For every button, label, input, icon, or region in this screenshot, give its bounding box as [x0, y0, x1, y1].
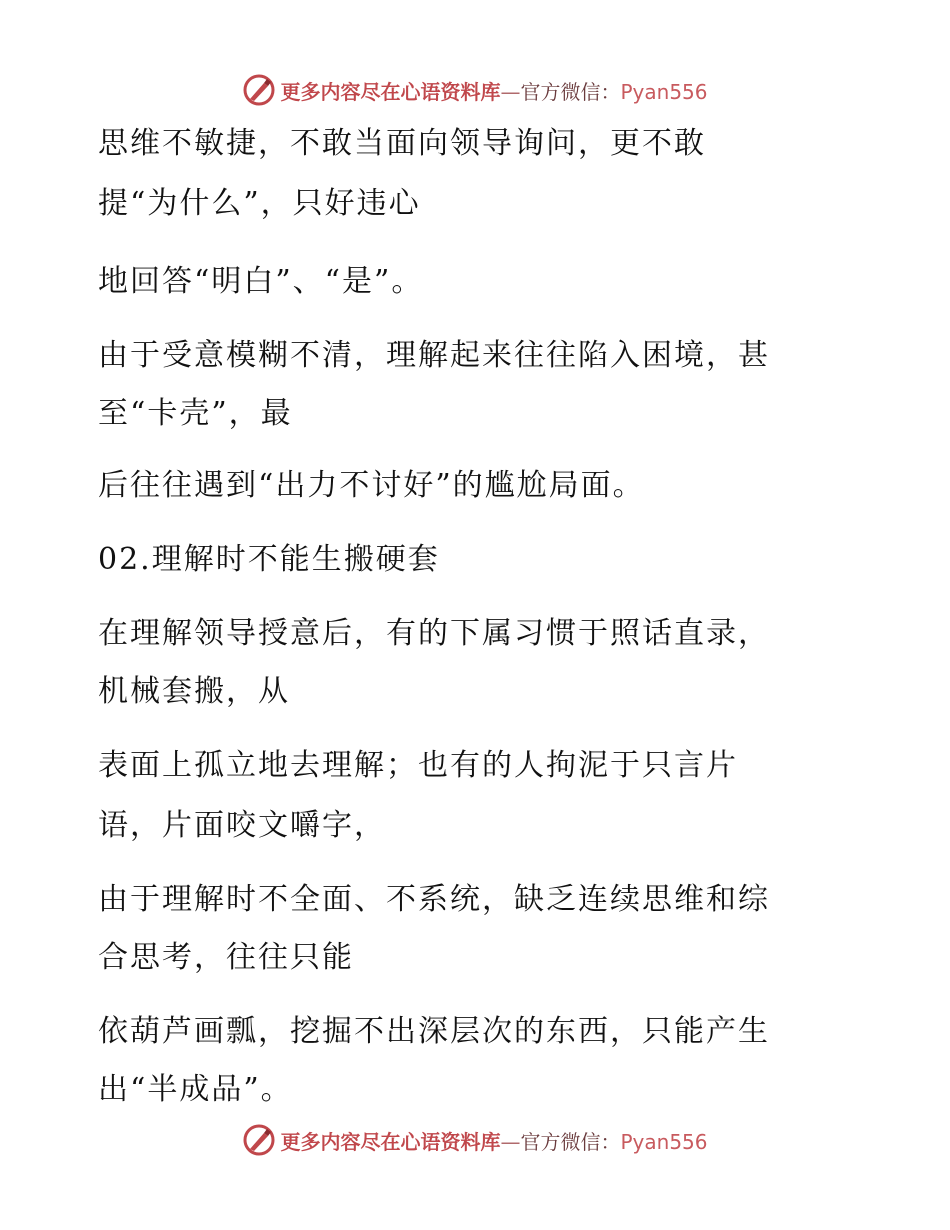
body-line: 由于受意模糊不清，理解起来往往陷入困境，甚 [98, 338, 770, 373]
watermark-text [280, 1126, 707, 1155]
body-line: 表面上孤立地去理解；也有的人拘泥于只言片 [98, 748, 738, 783]
watermark-label: 官方微信： [520, 1129, 621, 1154]
watermark-text [280, 76, 707, 105]
watermark-site: 更多内容尽在心语资料库 [280, 79, 501, 104]
body-line: 后往往遇到“出力不讨好”的尴尬局面。 [98, 468, 645, 503]
body-line: 语，片面咬文嚼字， [98, 808, 386, 843]
body-line: 在理解领导授意后，有的下属习惯于照话直录， [98, 616, 770, 651]
section-heading: 02.理解时不能生搬硬套 [98, 542, 440, 577]
watermark-dash: — [500, 1129, 521, 1154]
pen-logo-icon [242, 73, 276, 107]
body-line: 由于理解时不全面、不系统，缺乏连续思维和综 [98, 882, 770, 917]
body-line: 机械套搬，从 [98, 674, 290, 709]
body-line: 思维不敏捷，不敢当面向领导询问，更不敢 [98, 126, 706, 161]
body-line: 地回答“明白”、“是”。 [98, 264, 424, 299]
body-line: 合思考，往往只能 [98, 940, 354, 975]
watermark-dash: — [500, 79, 521, 104]
watermark-account: Pyan556 [620, 79, 708, 104]
watermark-banner-top [0, 70, 950, 110]
body-line: 出“半成品”。 [98, 1072, 293, 1107]
watermark-banner-bottom [0, 1120, 950, 1160]
body-line: 依葫芦画瓢，挖掘不出深层次的东西，只能产生 [98, 1014, 770, 1049]
watermark-account: Pyan556 [620, 1129, 708, 1154]
pen-logo-icon [242, 1123, 276, 1157]
watermark-label: 官方微信： [520, 79, 621, 104]
watermark-site: 更多内容尽在心语资料库 [280, 1129, 501, 1154]
body-line: 至“卡壳”，最 [98, 396, 293, 431]
body-line: 提“为什么”，只好违心 [98, 186, 421, 221]
